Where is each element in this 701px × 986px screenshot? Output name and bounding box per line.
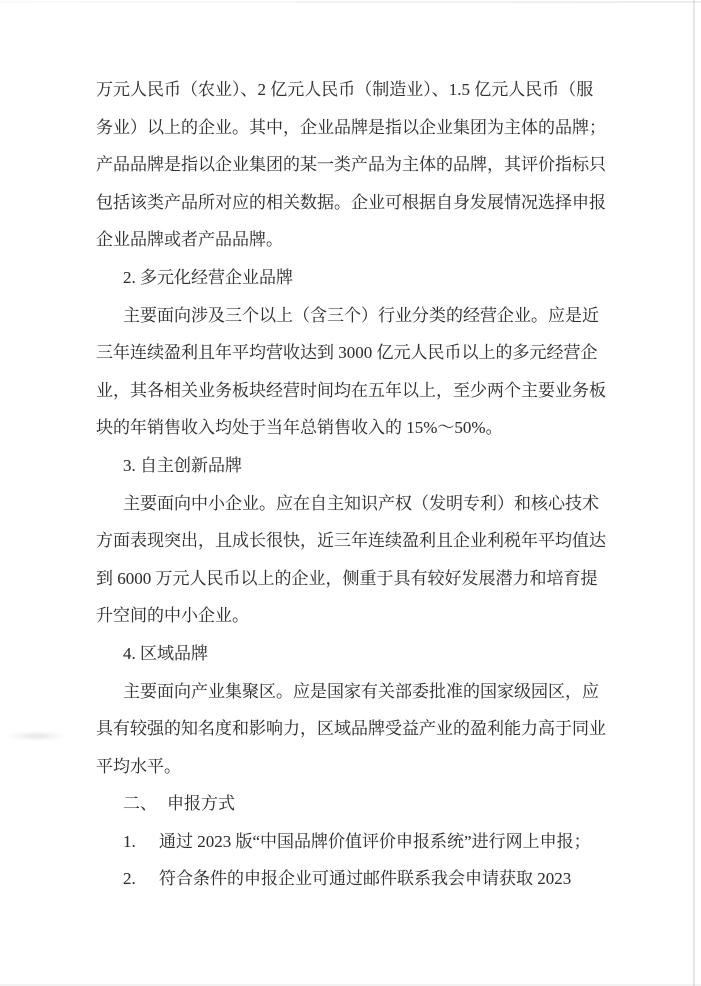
section-title: 申报方式 bbox=[167, 794, 235, 814]
doc-line: 平均水平。 bbox=[96, 756, 181, 776]
item-number: 2. bbox=[123, 869, 136, 889]
item-text: 符合条件的申报企业可通过邮件联系我会申请获取 2023 bbox=[159, 869, 572, 889]
doc-line: 主要面向中小企业。应在自主知识产权（发明专利）和核心技术 bbox=[123, 493, 599, 513]
document-body bbox=[96, 71, 618, 898]
item-text: 通过 2023 版“中国品牌价值评价申报系统”进行网上申报； bbox=[159, 831, 591, 851]
section-number: 二、 bbox=[123, 794, 157, 814]
subsection-heading-3: 3. 自主创新品牌 bbox=[123, 455, 242, 475]
numbered-item bbox=[96, 823, 618, 861]
doc-line: 务业）以上的企业。其中，企业品牌是指以企业集团为主体的品牌； bbox=[96, 117, 606, 137]
doc-line: 升空间的中小企业。 bbox=[96, 606, 249, 626]
doc-line: 业，其各相关业务板块经营时间均在五年以上，至少两个主要业务板 bbox=[96, 380, 606, 400]
doc-line: 主要面向涉及三个以上（含三个）行业分类的经营企业。应是近 bbox=[123, 305, 599, 325]
doc-line: 产品品牌是指以企业集团的某一类产品为主体的品牌，其评价指标只 bbox=[96, 155, 606, 175]
doc-line: 包括该类产品所对应的相关数据。企业可根据自身发展情况选择申报 bbox=[96, 192, 606, 212]
doc-line: 块的年销售收入均处于当年总销售收入的 15%～50%。 bbox=[96, 418, 503, 438]
subsection-heading-2: 2. 多元化经营企业品牌 bbox=[123, 267, 293, 287]
numbered-item bbox=[96, 860, 618, 898]
doc-line: 主要面向产业集聚区。应是国家有关部委批准的国家级园区，应 bbox=[123, 681, 599, 701]
doc-line: 企业品牌或者产品品牌。 bbox=[96, 230, 283, 250]
scan-edge-right bbox=[693, 0, 695, 986]
section-heading bbox=[96, 785, 618, 823]
doc-line: 具有较强的知名度和影响力，区域品牌受益产业的盈利能力高于同业 bbox=[96, 719, 606, 739]
scan-edge-top bbox=[0, 1, 701, 3]
doc-line: 三年连续盈利且年平均营收达到 3000 亿元人民币以上的多元经营企 bbox=[96, 343, 598, 363]
item-number: 1. bbox=[123, 831, 136, 851]
scan-smudge bbox=[6, 731, 68, 741]
doc-line: 方面表现突出，且成长很快，近三年连续盈利且企业利税年平均值达 bbox=[96, 531, 606, 551]
doc-line: 到 6000 万元人民币以上的企业，侧重于具有较好发展潜力和培育提 bbox=[96, 568, 598, 588]
subsection-heading-4: 4. 区域品牌 bbox=[123, 643, 208, 663]
doc-line: 万元人民币（农业）、2 亿元人民币（制造业）、1.5 亿元人民币（服 bbox=[96, 80, 594, 99]
